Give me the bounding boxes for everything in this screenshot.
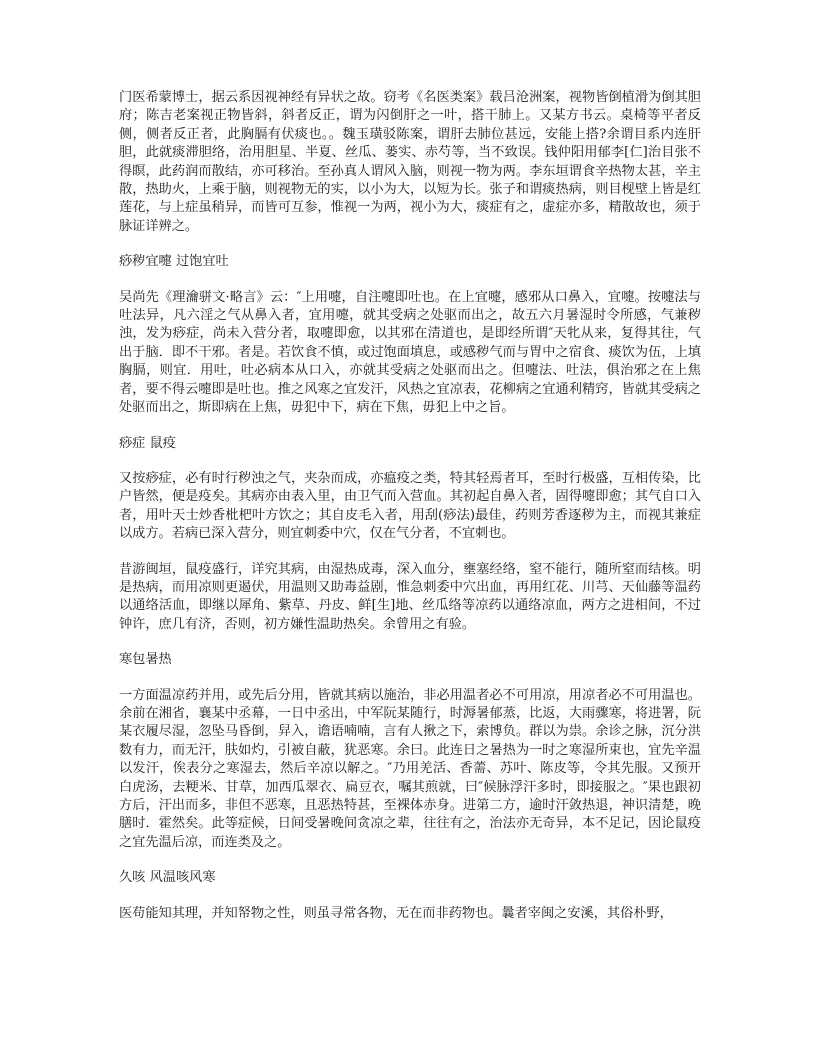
section-heading-sha-plague: 痧症 鼠疫	[119, 435, 176, 451]
paragraph-sneeze-vs-vomit: 吴尚先《理瀹骈文·略言》云：″上用嚏，自注嚏即吐也。在上宜嚏，感邪从口鼻入，宜嚏。按嚏法与吐法异，凡六淫之气从鼻入者，宜用嚏，就其受病之处驱而出之，故五六月暑湿时令所感，气兼秽浊，发为痧症，尚未入营分者，取嚏即愈，以其邪在清道也，是即经所谓″天牝从来，复得其往，气出于脑．即不干邪。者是。若饮食不慎，或过饱面填息，或感秽气而与胃中之宿食、痰饮为伍，上填胸膈，则宜．用吐，吐必病本从口入，亦就其受病之处驱而出之。但嚏法、吐法，俱治邪之在上焦者，要不得云嚏即是吐也。推之风寒之宜发汗，风热之宜凉表，花柳病之宜通利精窍，皆就其受病之处驱而出之，斯即病在上焦，毋犯中下，病在下焦，毋犯上中之旨。	[119, 289, 701, 416]
paragraph-cold-heat-case: 一方面温凉药并用，或先后分用，皆就其病以施治，非必用温者必不可用凉，用凉者必不可用温也。余前在湘省，襄某中丞幕，一日中丞出，中军阮某随行，时溽暑郁蒸，比返，大雨骤寒，将进署，阮某衣履尽湿，忽坠马昏倒，舁入，谵语喃喃，言有人揪之下，索博负。群以为祟。余诊之脉，沉分洪数有力，而无汗，肤如灼，引被自蔽，犹恶寒。余曰。此连日之暑热为一时之寒湿所束也，宜先辛温以发汗，俟表分之寒湿去，然后辛凉以解之。″乃用羌活、香薷、苏叶、陈皮等，令其先服。又预开白虎汤，去粳米、甘草，加西瓜翠衣、扁豆衣，嘱其煎就，曰″候脉浮汗多时，即接服之。″果也跟初方后，汗出而多，非但不恶寒，且恶热特甚，至裸体赤身。进第二方，逾时汗敛热退，神识清楚，晚膳时．霍然矣。此等症候，日间受暑晚间贪凉之辈，往往有之，治法亦无奇异，本不足记，因论鼠疫之宜先温后凉，而连类及之。	[119, 687, 701, 850]
paragraph-eye-disorders: 门医希蒙博士，据云系因视神经有异状之故。窃考《名医类案》载吕沧洲案，视物皆倒植滑为倒其胆府；陈吉老案视正物皆斜，斜者反正，谓为闪倒肝之一叶，搭干肺上。又某方书云。桌椅等平者反侧，侧者反正者，此胸膈有伏痰也。。魏玉璜驳陈案，谓肝去肺位甚远，安能上搭?余谓目系内连肝胆，此就痰滞胆络，治用胆星、半夏、丝瓜、蒌实、赤芍等，当不致误。钱仲阳用郁李[仁]治目张不得瞑，此药润而散结，亦可移治。至孙真人谓风入脑，则视一物为两。李东垣谓食辛热物太甚，辛主散，热助火，上乘于脑，则视物无的实，以小为大，以短为长。张子和谓痰热病，则目枧壁上皆是红莲花，与上症虽稍异，而皆可互参，惟视一为两，视小为大，痰症有之，虚症亦多，精散故也，须于脉证详辨之。	[119, 90, 701, 234]
section-heading-sneeze-vomit: 痧秽宜嚏 过饱宜吐	[119, 254, 229, 270]
document-page	[119, 89, 701, 940]
paragraph-sha-symptoms: 又按痧症，必有时行秽浊之气，夹杂而成，亦瘟疫之类，特其轻焉者耳，至时行极盛，互相传染，比户皆然，便是疫矣。其病亦由表入里，由卫气而入营血。其初起自鼻入者，固得嚏即愈；其气自口入者，用叶天士炒香枇杷叶方饮之；其自皮毛入者，用刮(痧法)最佳，药则芳香逐秽为主，而视其兼症以成方。若病已深入营分，则宜刺委中穴，仅在气分者，不宜刺也。	[119, 470, 701, 542]
paragraph-medicine-knowledge: 医苟能知其理，并知帑物之性，则虽寻常各物，无在而非药物也。曩者宰闽之安溪，其俗朴野，	[119, 905, 673, 921]
section-heading-chronic-cough: 久咳 风温咳风寒	[119, 870, 216, 886]
section-heading-cold-wrapping-heat: 寒包暑热	[119, 652, 172, 668]
paragraph-plague-treatment: 昔游闽垣，鼠疫盛行，详究其病，由湿热成毒，深入血分，壅塞经络，窒不能行，随所窒而结核。明是热病，而用凉则更遏伏，用温则又助毒益剧，惟急刺委中穴出血，再用红花、川芎、天仙藤等温药以通络活血，即继以犀角、紫草、丹皮、鲜[生]地、丝瓜络等凉药以通络凉血，两方之进相间，不过钟许，庶几有济，否则，初方嫌性温助热矣。余曾用之有验。	[119, 561, 701, 632]
